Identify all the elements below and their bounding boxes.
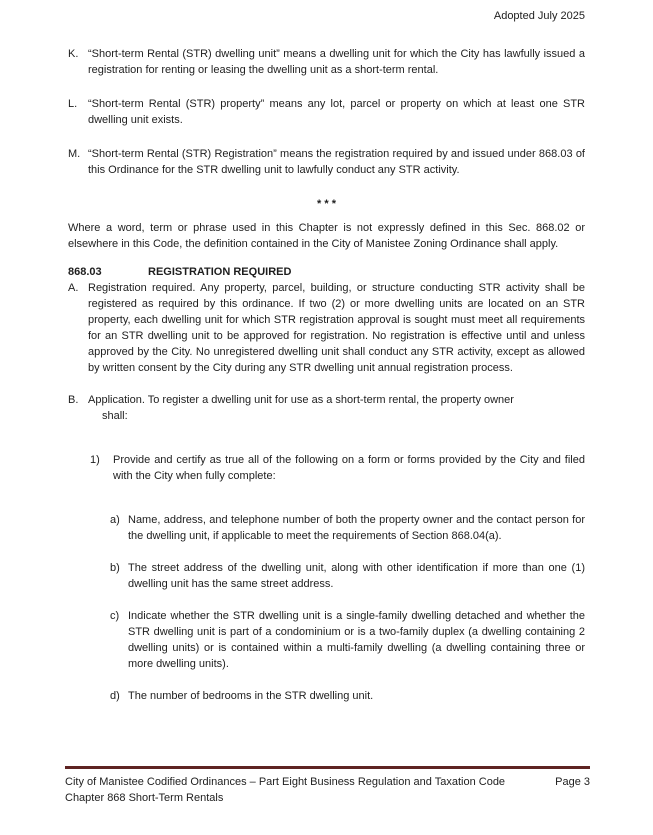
item-b-body [88, 392, 585, 424]
sub-item-a [110, 512, 585, 544]
section-title: REGISTRATION REQUIRED [148, 266, 292, 278]
sub-item-1 [90, 452, 585, 484]
sub-item-c-text: Indicate whether the STR dwelling unit is a single-family dwelling detached and whether the STR dwelling unit is part of a condominium or is a two-family duplex (a dwelling containing 2 dwelling units) or is contained within a multi-family dwelling (a dwelling containing three or more dwelling units). [128, 610, 585, 670]
item-b-text: Application. To register a dwelling unit for use as a short-term rental, the property owner [88, 394, 514, 406]
sub-item-d [110, 688, 585, 704]
list-marker: b) [110, 562, 120, 574]
list-marker: A. [68, 282, 79, 294]
footer-ordinance-title: City of Manistee Codified Ordinances – Part Eight Business Regulation and Taxation Code [65, 776, 506, 788]
page-header [68, 8, 585, 24]
list-marker: B. [68, 394, 79, 406]
footer-chapter-title: Chapter 868 Short-Term Rentals [65, 792, 224, 804]
footer-first-row [65, 774, 590, 790]
definition-text: “Short-term Rental (STR) dwelling unit” means a dwelling unit for which the City has lawfully issued a registration for renting or leasing the dwelling unit as a short-term rental. [88, 48, 585, 76]
section-item-a [68, 280, 585, 376]
page-number: Page 3 [555, 776, 590, 788]
section-item-b [68, 392, 585, 424]
definition-item-m [68, 146, 585, 178]
page-footer [65, 766, 590, 806]
adopted-date-label: Adopted July 2025 [493, 10, 585, 22]
list-marker: L. [68, 98, 78, 110]
item-a-text: Registration required. Any property, parcel, building, or structure conducting STR activity shall be registered as required by this ordinance. If two (2) or more dwelling units are located on an STR property, each dwelling unit for which STR registration approval is sought must meet all requirements for an STR dwelling unit to be approved for registration. No registration is effective until and unless approved by the City. No unregistered dwelling unit shall conduct any STR activity, except as allowed by written consent by the City during any STR dwelling unit annual registration process. [88, 282, 585, 374]
section-number: 868.03 [68, 266, 102, 278]
list-marker: K. [68, 48, 79, 60]
item-b-hang-text: shall: [102, 410, 128, 422]
sub-item-1-text: Provide and certify as true all of the following on a form or forms provided by the City and filed with the City when fully complete: [113, 454, 585, 482]
where-clause-paragraph: Where a word, term or phrase used in this Chapter is not expressly defined in this Sec. 868.02 or elsewhere in this Code, the definition contained in the City of Manistee Zoning Ordinance shall apply. [68, 222, 585, 250]
sub-item-c [110, 608, 585, 672]
footer-divider [65, 766, 590, 769]
list-marker: d) [110, 690, 120, 702]
definition-text: “Short-term Rental (STR) property” means any lot, parcel or property on which at least one STR dwelling unit exists. [88, 98, 585, 126]
sub-item-b [110, 560, 585, 592]
list-marker: c) [110, 610, 120, 622]
definition-item-k [68, 46, 585, 78]
definition-item-l [68, 96, 585, 128]
definition-text: “Short-term Rental (STR) Registration” means the registration required by and issued under 868.03 of this Ordinance for the STR dwelling unit to lawfully conduct any STR activity. [88, 148, 585, 176]
sub-item-b-text: The street address of the dwelling unit, along with other identification if more than one (1) dwelling unit has the same street address. [128, 562, 585, 590]
list-marker: 1) [90, 454, 100, 466]
list-marker: M. [68, 148, 81, 160]
sub-item-a-text: Name, address, and telephone number of both the property owner and the contact person for the dwelling unit, if applicable to meet the requirements of Section 868.04(a). [128, 514, 585, 542]
section-separator: * * * [317, 198, 336, 210]
list-marker: a) [110, 514, 120, 526]
section-heading [68, 264, 585, 280]
sub-item-d-text: The number of bedrooms in the STR dwelling unit. [128, 690, 374, 702]
